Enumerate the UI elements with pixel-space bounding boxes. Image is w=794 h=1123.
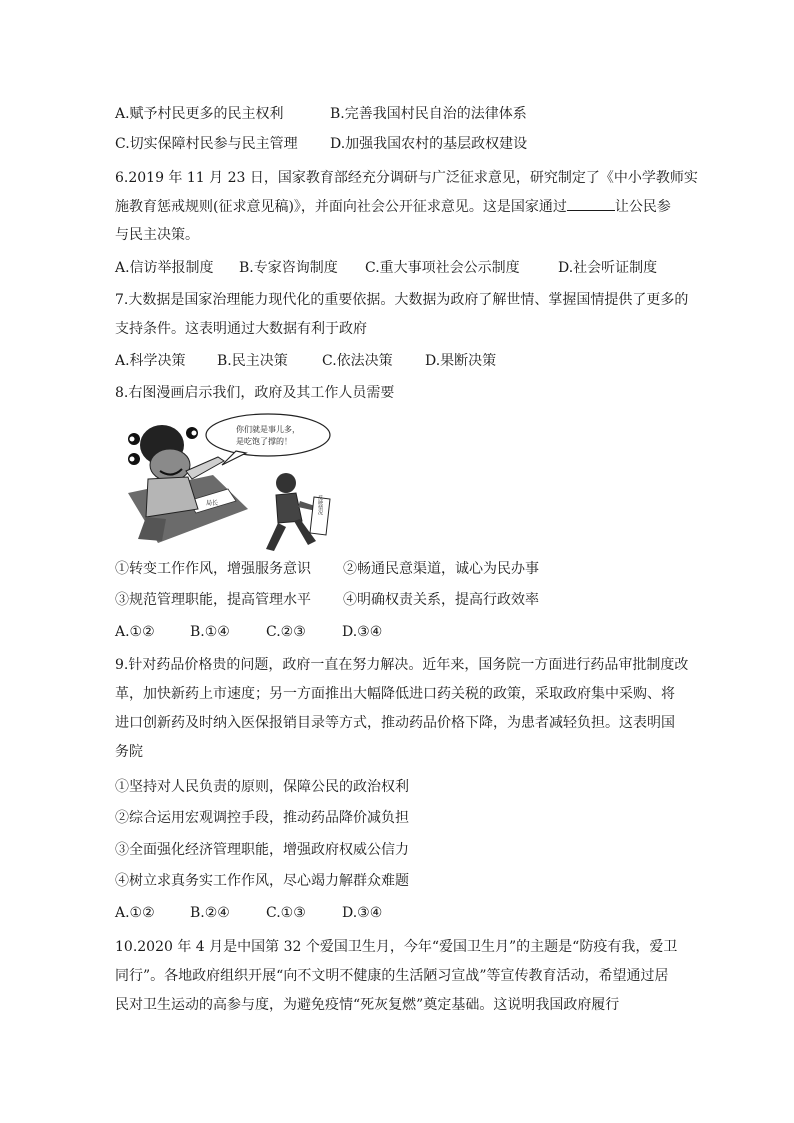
q6-stem-line2-post: 让公民参 — [614, 199, 671, 215]
q9-statement-3: ③全面强化经济管理职能，增强政府权威公信力 — [115, 842, 409, 858]
citizen-body — [276, 493, 302, 523]
q8-statement-4: ④明确权责关系，提高行政效率 — [343, 592, 539, 608]
q9-stem-line1: 9.针对药品价格贵的问题，政府一直在努力解决。近年来，国务院一方面进行药品审批制度改 — [115, 657, 689, 673]
q5-option-a[interactable]: A.赋予村民更多的民主权利 — [115, 106, 284, 122]
petition-paper-text: 反映情况 — [317, 495, 323, 515]
q6-stem-line2-pre: 施教育惩戒规则(征求意见稿)》，并面向社会公开征求意见。这是国家通过 — [115, 199, 567, 215]
q8-stem: 8.右图漫画启示我们，政府及其工作人员需要 — [115, 385, 395, 401]
q9-option-b[interactable]: B.②④ — [190, 905, 230, 921]
q6-option-a[interactable]: A.信访举报制度 — [115, 260, 214, 276]
q9-statement-4: ④树立求真务实工作作风，尽心竭力解群众难题 — [115, 873, 409, 889]
q6-answer-blank[interactable] — [567, 196, 615, 211]
q5-option-c[interactable]: C.切实保障村民参与民主管理 — [115, 136, 298, 152]
hat-dot-2 — [130, 457, 135, 462]
q7-stem-line1: 7.大数据是国家治理能力现代化的重要依据。大数据为政府了解世情、掌握国情提供了更多的 — [115, 292, 689, 308]
q9-stem-line2: 革，加快新药上市速度；另一方面推出大幅降低进口药关税的政策，采取政府集中采购、将 — [115, 686, 675, 702]
citizen-head — [276, 473, 296, 493]
bubble-text-line2: 是吃饱了撑的！ — [236, 437, 292, 446]
q5-option-b[interactable]: B.完善我国村民自治的法律体系 — [330, 106, 527, 122]
q7-stem-line2: 支持条件。这表明通过大数据有利于政府 — [115, 321, 367, 337]
q7-option-b[interactable]: B.民主决策 — [217, 353, 288, 369]
speech-bubble — [206, 414, 330, 456]
official-face — [150, 449, 190, 481]
q9-statement-2: ②综合运用宏观调控手段，推动药品降价减负担 — [115, 810, 409, 826]
q9-option-d[interactable]: D.③④ — [342, 905, 383, 921]
q10-stem-line1: 10.2020 年 4 月是中国第 32 个爱国卫生月，今年“爱国卫生月”的主题是“防疫有我，爱卫 — [115, 939, 678, 955]
q6-stem-line3: 与民主决策。 — [115, 227, 199, 243]
q8-option-c[interactable]: C.②③ — [266, 624, 306, 640]
q8-option-d[interactable]: D.③④ — [342, 624, 383, 640]
q7-option-a[interactable]: A.科学决策 — [115, 353, 186, 369]
official-pointing-arm — [186, 457, 224, 479]
q10-stem-line2: 同行”。各地政府组织开展“向不文明不健康的生活陋习宣战”等宣传教育活动，希望通过居 — [115, 968, 669, 984]
q6-option-c[interactable]: C.重大事项社会公示制度 — [365, 260, 520, 276]
q8-option-b[interactable]: B.①④ — [190, 624, 230, 640]
q9-statement-1: ①坚持对人民负责的原则，保障公民的政治权利 — [115, 779, 409, 795]
hat-dot-3 — [192, 431, 197, 436]
q6-stem-line2 — [115, 196, 671, 217]
bubble-text-line1: 你们就是事儿多， — [236, 425, 300, 434]
q7-option-d[interactable]: D.果断决策 — [425, 353, 497, 369]
q8-cartoon — [118, 413, 336, 553]
q6-stem-line1: 6.2019 年 11 月 23 日，国家教育部经充分调研与广泛征求意见，研究制定了《中小学教师实 — [115, 170, 698, 186]
hat-dot-1 — [130, 437, 135, 442]
q9-option-c[interactable]: C.①③ — [266, 905, 306, 921]
q5-option-d[interactable]: D.加强我国农村的基层政权建设 — [330, 136, 528, 152]
q8-option-a[interactable]: A.①② — [115, 624, 155, 640]
q6-option-b[interactable]: B.专家咨询制度 — [239, 260, 338, 276]
q10-stem-line3: 民对卫生运动的高参与度，为避免疫情“死灰复燃”奠定基础。这说明我国政府履行 — [115, 997, 620, 1013]
q7-option-c[interactable]: C.依法决策 — [322, 353, 393, 369]
q8-statement-3: ③规范管理职能，提高管理水平 — [115, 592, 311, 608]
q9-option-a[interactable]: A.①② — [115, 905, 155, 921]
q8-statement-1: ①转变工作作风，增强服务意识 — [115, 561, 311, 577]
q8-statement-2: ②畅通民意渠道，诚心为民办事 — [343, 561, 539, 577]
desk-nameplate-text: 局长 — [205, 500, 219, 507]
official-legs — [138, 517, 166, 541]
q9-stem-line4: 务院 — [115, 744, 143, 760]
speech-bubble-tail — [222, 451, 246, 465]
citizen-leg-left — [266, 523, 286, 551]
q6-option-d[interactable]: D.社会听证制度 — [558, 260, 658, 276]
q9-stem-line3: 进口创新药及时纳入医保报销目录等方式，推动药品价格下降，为患者减轻负担。这表明国 — [115, 715, 675, 731]
